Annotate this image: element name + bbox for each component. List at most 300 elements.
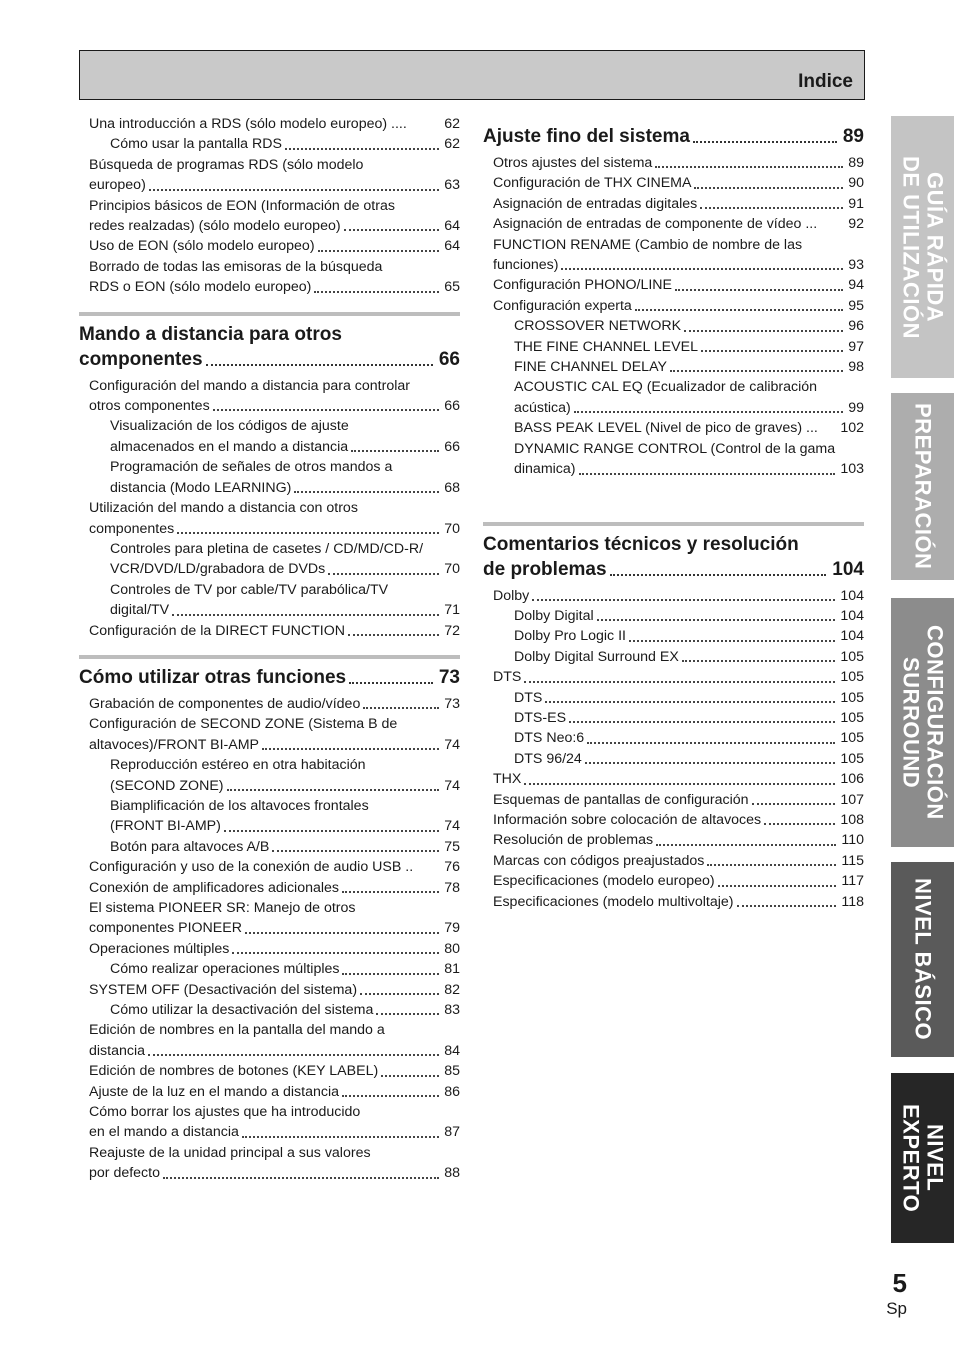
toc-entry (79, 580, 460, 600)
toc-entry (79, 416, 460, 436)
tab-guia-rapida[interactable] (891, 116, 954, 378)
entry-text: Controles para pletina de casetes / CD/MD/CD-R/ (110, 540, 424, 557)
dot-leader (752, 803, 836, 805)
page-ref: 62 (442, 114, 460, 134)
entry-text: DYNAMIC RANGE CONTROL (Control de la gama (514, 440, 836, 457)
entry-text: DTS (514, 689, 543, 706)
page-ref: 74 (442, 776, 460, 796)
dot-leader (342, 1095, 439, 1097)
page-ref: 105 (838, 688, 864, 708)
toc-entry[interactable] (483, 667, 864, 687)
section-page-ref: 73 (436, 665, 460, 690)
dot-leader (318, 250, 440, 252)
entry-text: componentes PIONEER (89, 920, 242, 937)
toc-entry[interactable] (79, 694, 460, 714)
dot-leader (610, 574, 827, 576)
toc-entry[interactable] (483, 810, 864, 830)
dot-leader (227, 789, 440, 791)
toc-entry (79, 1102, 460, 1122)
page-ref: 75 (442, 837, 460, 857)
dot-leader (701, 350, 843, 352)
entry-text: digital/TV (110, 602, 170, 619)
toc-entry[interactable] (79, 600, 460, 620)
tab-nivel-basico[interactable] (891, 862, 954, 1057)
entry-text: Grabación de componentes de audio/vídeo (89, 695, 361, 712)
page-ref: 80 (442, 939, 460, 959)
toc-entry (79, 539, 460, 559)
toc-entry (79, 796, 460, 816)
header-bar (79, 50, 865, 100)
entry-text: Edición de nombres de botones (KEY LABEL) (89, 1063, 379, 1080)
page-ref: 92 (846, 214, 864, 234)
page-ref: 104 (838, 626, 864, 646)
toc-section (483, 522, 864, 913)
toc-entry[interactable] (79, 277, 460, 297)
toc-entry[interactable] (483, 357, 864, 377)
page-ref: 62 (442, 134, 460, 154)
dot-leader (694, 187, 843, 189)
entry-text: Controles de TV por cable/TV parabólica/TV (110, 581, 389, 598)
page-ref: 73 (442, 694, 460, 714)
toc-entry (483, 377, 864, 397)
toc-entry[interactable] (79, 216, 460, 236)
page-ref: 95 (846, 296, 864, 316)
entry-text: Configuración del mando a distancia para controlar (89, 377, 410, 394)
dot-leader (700, 207, 843, 209)
dot-leader (351, 450, 439, 452)
page-ref: 78 (442, 878, 460, 898)
section-heading (79, 322, 460, 347)
entry-text: Biamplificación de los altavoces frontales (110, 797, 369, 814)
toc-entry[interactable] (79, 959, 460, 979)
page-ref: 93 (846, 255, 864, 275)
entry-text: Asignación de entradas digitales (493, 195, 698, 212)
right-column (483, 114, 864, 912)
dot-leader (245, 932, 439, 934)
page-ref: 105 (838, 749, 864, 769)
entry-text: Asignación de entradas de componente de vídeo ... (493, 216, 818, 233)
dot-leader (177, 532, 439, 534)
dot-leader (360, 993, 439, 995)
entry-text: distancia (89, 1042, 145, 1059)
page-ref: 71 (442, 600, 460, 620)
toc-entry[interactable] (483, 728, 864, 748)
section-divider (483, 522, 864, 526)
entry-text: Especificaciones (modelo multivoltaje) (493, 893, 734, 910)
toc-entry[interactable] (79, 478, 460, 498)
page-ref: 64 (442, 236, 460, 256)
toc-entry[interactable] (483, 688, 864, 708)
page-ref: 104 (838, 586, 864, 606)
page-ref: 97 (846, 337, 864, 357)
toc-entry[interactable] (483, 830, 864, 850)
entry-text: ACOUSTIC CAL EQ (Ecualizador de calibración (514, 379, 818, 396)
entry-text: FINE CHANNEL DELAY (514, 359, 667, 376)
entry-text: Conexión de amplificadores adicionales (89, 879, 340, 896)
entry-text: DTS (493, 669, 522, 686)
toc-entry[interactable] (79, 134, 460, 154)
toc-entry[interactable] (79, 396, 460, 416)
entry-text: otros componentes (89, 398, 210, 415)
dot-leader (172, 614, 439, 616)
page-ref: 94 (846, 275, 864, 295)
dot-leader (148, 1054, 439, 1056)
entry-text: Dolby Pro Logic II (514, 628, 626, 645)
section-heading[interactable] (79, 665, 460, 690)
entry-text: Configuración PHONO/LINE (493, 277, 672, 294)
dot-leader (718, 885, 837, 887)
page-ref: 90 (846, 173, 864, 193)
dot-leader (349, 682, 433, 684)
page-ref: 66 (442, 396, 460, 416)
toc-entry[interactable] (79, 114, 460, 134)
dot-leader (163, 1177, 439, 1179)
page-ref: 107 (838, 790, 864, 810)
dot-leader (242, 1136, 439, 1138)
toc-entry[interactable] (483, 851, 864, 871)
toc-entry[interactable] (483, 398, 864, 418)
dot-leader (764, 823, 835, 825)
toc-entry[interactable] (483, 194, 864, 214)
dot-leader (545, 701, 835, 703)
section-heading[interactable] (483, 557, 864, 582)
toc-entry[interactable] (79, 1041, 460, 1061)
dot-leader (684, 330, 843, 332)
entry-text: RDS o EON (sólo modelo europeo) (89, 279, 312, 296)
page-ref: 74 (442, 735, 460, 755)
page-ref: 83 (442, 1000, 460, 1020)
toc-entry (79, 257, 460, 277)
toc-entry[interactable] (483, 255, 864, 275)
toc-entry[interactable] (483, 586, 864, 606)
toc-entry[interactable] (483, 871, 864, 891)
section-title: Ajuste fino del sistema (483, 126, 690, 147)
toc-entry[interactable] (483, 708, 864, 728)
toc-entry[interactable] (79, 918, 460, 938)
dot-leader (363, 707, 439, 709)
dot-leader (232, 952, 439, 954)
entry-text: Configuración experta (493, 297, 632, 314)
toc-entry[interactable] (79, 621, 460, 641)
page-ref: 118 (839, 892, 864, 912)
entry-text: dinamica) (514, 461, 576, 478)
page-ref: 63 (442, 175, 460, 195)
toc-entry[interactable] (483, 749, 864, 769)
entry-text: Programación de señales de otros mandos a (110, 459, 393, 476)
toc-entry (483, 235, 864, 255)
dot-leader (707, 864, 836, 866)
toc-entry[interactable] (79, 1082, 460, 1102)
entry-text: DTS 96/24 (514, 750, 582, 767)
page-ref: 84 (442, 1041, 460, 1061)
toc-entry[interactable] (483, 337, 864, 357)
entry-text: Otros ajustes del sistema (493, 155, 653, 171)
toc-entry[interactable] (483, 892, 864, 912)
entry-text: (SECOND ZONE) (110, 777, 224, 794)
dot-leader (675, 289, 843, 291)
toc-entry[interactable] (79, 1061, 460, 1081)
toc-entry[interactable] (79, 816, 460, 836)
entry-text: Uso de EON (sólo modelo europeo) (89, 238, 315, 255)
page-ref: 76 (442, 857, 460, 877)
page-ref: 105 (838, 728, 864, 748)
entry-text: El sistema PIONEER SR: Manejo de otros (89, 900, 356, 916)
toc-entry[interactable] (79, 735, 460, 755)
page-ref: 88 (442, 1163, 460, 1183)
entry-text: THX (493, 771, 522, 788)
page-ref: 102 (838, 418, 864, 438)
toc-entry (79, 155, 460, 175)
entry-text: Principios básicos de EON (Información de otras (89, 197, 395, 214)
page-ref: 86 (442, 1082, 460, 1102)
page-ref: 68 (442, 478, 460, 498)
section-title: componentes (79, 348, 203, 370)
page-ref: 99 (846, 398, 864, 418)
toc-section (483, 124, 864, 480)
toc-entry[interactable] (79, 776, 460, 796)
section-divider (79, 655, 460, 659)
toc-entry[interactable] (483, 459, 864, 479)
section-heading[interactable] (79, 347, 460, 372)
dot-leader (682, 660, 836, 662)
toc-entry[interactable] (79, 559, 460, 579)
entry-text: CROSSOVER NETWORK (514, 318, 682, 335)
tab-nivel-experto[interactable] (891, 1073, 954, 1243)
toc-entry (79, 898, 460, 918)
dot-leader (629, 640, 835, 642)
entry-text: Visualización de los códigos de ajuste (110, 418, 349, 435)
page-ref: 105 (838, 667, 864, 687)
toc-entry[interactable] (79, 175, 460, 195)
section-title: de problemas (483, 558, 607, 580)
page-ref: 70 (442, 559, 460, 579)
tab-label: NIVEL BÁSICO (910, 878, 936, 1041)
entry-text: Configuración de THX CINEMA (493, 175, 692, 192)
toc-entry[interactable] (483, 418, 864, 438)
page-ref: 66 (442, 437, 460, 457)
toc-entry (79, 376, 460, 396)
entry-text: Cómo realizar operaciones múltiples (110, 961, 340, 978)
dot-leader (348, 634, 439, 636)
entry-text: Borrado de todas las emisoras de la búsqueda (89, 258, 383, 275)
entry-text: Botón para altavoces A/B (110, 838, 270, 855)
toc-entry[interactable] (483, 769, 864, 789)
dot-leader (737, 905, 837, 907)
toc-entry[interactable] (483, 626, 864, 646)
toc-entry[interactable] (79, 878, 460, 898)
page-ref: 65 (442, 277, 460, 297)
entry-text: THE FINE CHANNEL LEVEL (514, 338, 698, 355)
dot-leader (587, 742, 835, 744)
page-ref: 115 (839, 851, 864, 871)
section-page-ref: 104 (829, 557, 864, 582)
toc-entry[interactable] (79, 857, 460, 877)
toc-entry[interactable] (79, 1000, 460, 1020)
toc-entry (79, 196, 460, 216)
entry-text: (FRONT BI-AMP) (110, 818, 221, 835)
page-ref: 70 (442, 519, 460, 539)
toc-entry[interactable] (483, 316, 864, 336)
entry-text: acústica) (514, 399, 571, 416)
toc-entry[interactable] (483, 153, 864, 173)
dot-leader (655, 166, 843, 168)
entry-text: Utilización del mando a distancia con otros (89, 500, 358, 517)
entry-text: por defecto (89, 1165, 160, 1182)
entry-text: Configuración de SECOND ZONE (Sistema B de (89, 716, 398, 733)
dot-leader (376, 1013, 439, 1015)
entry-text: Dolby (493, 587, 530, 604)
entry-text: Ajuste de la luz en el mando a distancia (89, 1083, 340, 1100)
dot-leader (574, 411, 843, 413)
page-ref: 64 (442, 216, 460, 236)
toc-entry[interactable] (483, 275, 864, 295)
dot-leader (561, 268, 843, 270)
page-ref: 85 (442, 1061, 460, 1081)
toc-entry[interactable] (79, 1163, 460, 1183)
language-code: Sp (886, 1299, 907, 1318)
entry-text: DTS Neo:6 (514, 730, 585, 747)
toc-section (79, 655, 460, 1184)
entry-text: Dolby Digital (514, 607, 594, 624)
left-column (79, 114, 460, 1184)
page-ref: 74 (442, 816, 460, 836)
section-heading (483, 532, 864, 557)
entry-text: Esquemas de pantallas de configuración (493, 791, 749, 808)
index-title: Indice (798, 71, 853, 92)
page-ref: 72 (442, 621, 460, 641)
tab-label: GUÍA RÁPIDA DE UTILIZACIÓN (898, 155, 948, 339)
entry-text: BASS PEAK LEVEL (Nivel de pico de graves) ... (514, 420, 818, 437)
entry-text: Configuración y uso de la conexión de audio USB .. (89, 859, 414, 876)
toc-entry[interactable] (79, 519, 460, 539)
dot-leader (328, 573, 439, 575)
dot-leader (342, 891, 439, 893)
dot-leader (670, 370, 843, 372)
entry-text: Configuración de la DIRECT FUNCTION (89, 622, 345, 639)
entry-text: europeo) (89, 177, 146, 194)
entry-text: Reajuste de la unidad principal a sus valores (89, 1144, 371, 1161)
section-divider (79, 312, 460, 316)
entry-text: componentes (89, 520, 175, 537)
page-ref: 105 (838, 708, 864, 728)
entry-text: Edición de nombres en la pantalla del mando a (89, 1022, 385, 1039)
dot-leader (693, 141, 837, 143)
dot-leader (206, 364, 433, 366)
dot-leader (342, 973, 439, 975)
section-page-ref: 89 (840, 124, 864, 149)
dot-leader (569, 721, 835, 723)
page-ref: 79 (442, 918, 460, 938)
toc-entry (79, 1143, 460, 1163)
entry-text: Dolby Digital Surround EX (514, 648, 679, 665)
page-ref: 110 (839, 830, 864, 850)
toc-entry[interactable] (79, 236, 460, 256)
entry-text: Información sobre colocación de altavoces (493, 811, 762, 828)
section-page-ref: 66 (436, 347, 460, 372)
entry-text: distancia (Modo LEARNING) (110, 479, 292, 496)
dot-leader (314, 291, 439, 293)
entry-text: Cómo utilizar la desactivación del sistema (110, 1002, 374, 1019)
entry-text: altavoces)/FRONT BI-AMP (89, 736, 260, 753)
toc-section (79, 312, 460, 641)
page-ref: 104 (838, 606, 864, 626)
entry-text: funciones) (493, 257, 559, 274)
tab-preparacion[interactable] (891, 393, 954, 580)
entry-text: Marcas con códigos preajustados (493, 852, 705, 869)
entry-text: Operaciones múltiples (89, 940, 230, 957)
toc-entry[interactable] (79, 939, 460, 959)
section-title: Comentarios técnicos y resolución (483, 533, 799, 555)
entry-text: Especificaciones (modelo europeo) (493, 873, 715, 890)
toc-entry[interactable] (79, 980, 460, 1000)
dot-leader (224, 830, 439, 832)
dot-leader (597, 619, 836, 621)
toc-entry (483, 439, 864, 459)
entry-text: Una introducción a RDS (sólo modelo europeo) .... (89, 116, 407, 132)
toc-entry[interactable] (483, 214, 864, 234)
page-ref: 103 (838, 459, 864, 479)
dot-leader (262, 748, 439, 750)
entry-text: Búsqueda de programas RDS (sólo modelo (89, 156, 364, 173)
entry-text: SYSTEM OFF (Desactivación del sistema) (89, 981, 358, 998)
page-ref: 105 (838, 647, 864, 667)
dot-leader (381, 1075, 439, 1077)
section-heading[interactable] (483, 124, 864, 149)
dot-leader (149, 189, 439, 191)
entry-text: almacenados en el mando a distancia (110, 438, 349, 455)
entry-text: DTS-ES (514, 709, 567, 726)
entry-text: Reproducción estéreo en otra habitación (110, 757, 366, 774)
tab-configuracion-surround[interactable] (891, 598, 954, 847)
entry-text: VCR/DVD/LD/grabadora de DVDs (110, 561, 326, 578)
toc-entry (79, 498, 460, 518)
tab-label: PREPARACIÓN (910, 403, 936, 570)
page-ref: 117 (839, 871, 864, 891)
toc-entry[interactable] (79, 837, 460, 857)
entry-text: Resolución de problemas (493, 832, 654, 849)
dot-leader (579, 473, 836, 475)
page-ref: 81 (442, 959, 460, 979)
toc-entry[interactable] (483, 647, 864, 667)
page-ref: 91 (846, 194, 864, 214)
toc-entry[interactable] (483, 790, 864, 810)
toc-entry[interactable] (483, 296, 864, 316)
toc-entry (79, 755, 460, 775)
page-ref: 96 (846, 316, 864, 336)
dot-leader (532, 599, 835, 601)
dot-leader (656, 844, 836, 846)
dot-leader (344, 229, 440, 231)
toc-entry[interactable] (483, 606, 864, 626)
dot-leader (635, 309, 843, 311)
section-title: Mando a distancia para otros (79, 323, 342, 345)
toc-entry[interactable] (483, 173, 864, 193)
page-ref: 89 (846, 153, 864, 173)
toc-entry[interactable] (79, 1122, 460, 1142)
dot-leader (585, 762, 836, 764)
entry-text: Cómo usar la pantalla RDS (110, 136, 282, 153)
page-ref: 98 (846, 357, 864, 377)
tab-label: NIVEL EXPERTO (898, 1103, 948, 1213)
dot-leader (524, 783, 835, 785)
page-ref: 82 (442, 980, 460, 1000)
entry-text: Cómo borrar los ajustes que ha introducido (89, 1104, 361, 1121)
dot-leader (294, 491, 439, 493)
toc-entry (79, 714, 460, 734)
page-ref: 106 (838, 769, 864, 789)
tab-label: CONFIGURACIÓN SURROUND (898, 625, 948, 820)
toc-entry[interactable] (79, 437, 460, 457)
